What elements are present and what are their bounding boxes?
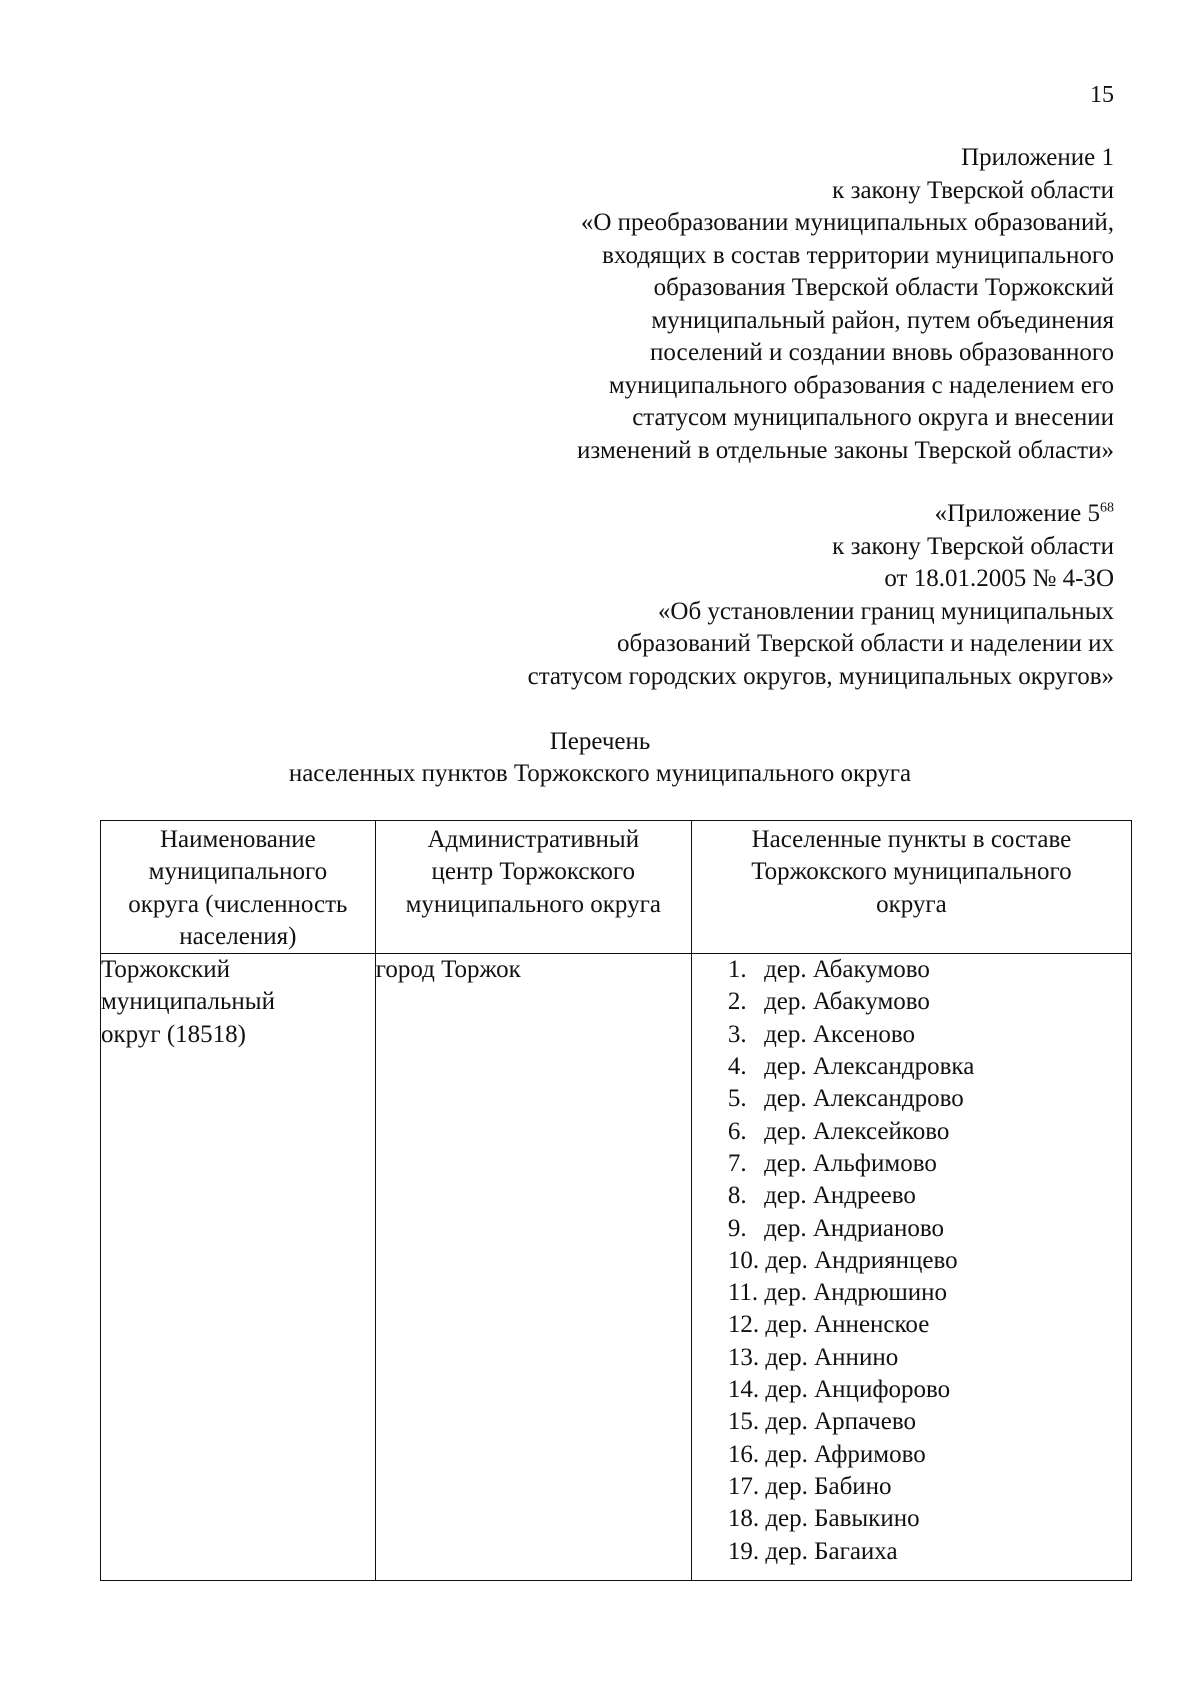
header-admin-center [375,821,691,954]
settlement-number: 7. [727,1149,747,1177]
settlements-table [100,820,1132,1581]
settlement-name: дер. Абакумово [764,988,930,1016]
settlement-number: 8. [727,1182,747,1210]
appendix-5-superscript: 68 [1100,500,1114,516]
appendix-1-line: к закону Тверской области [832,176,1114,204]
table-header-row [101,821,1132,954]
settlement-number: 5. [727,1085,747,1113]
district-name-line: округ (18518) [101,1020,246,1048]
admin-center-value: город Торжок [375,956,521,984]
list-item [728,954,1131,986]
settlement-name: дер. Анненское [765,1311,930,1339]
settlement-name: дер. Абакумово [764,956,930,984]
header-line: центр Торжокского [431,858,636,886]
list-item [728,1116,1131,1148]
list-item [728,986,1131,1018]
header-line: муниципального [148,858,328,886]
settlement-name: дер. Андрианово [764,1214,945,1242]
admin-center-cell [375,954,691,1581]
settlement-name: дер. Багаиха [765,1537,898,1565]
appendix-5-line: «Об установлении границ муниципальных [657,597,1114,625]
page-number: 15 [1090,82,1114,108]
appendix-5-line: статусом городских округов, муниципальных округов» [527,662,1114,690]
settlement-name: дер. Арпачево [765,1408,916,1436]
settlements-cell [691,954,1131,1581]
settlement-number: 12. [727,1311,760,1339]
appendix-1-line: муниципального образования с наделением его [608,371,1114,399]
header-line: округа [876,890,947,918]
appendix-1-line: образования Тверской области Торжокский [653,274,1114,301]
settlement-name: дер. Афримово [765,1440,926,1468]
list-item [728,1180,1131,1212]
list-item [728,1309,1131,1341]
list-item [728,1213,1131,1245]
settlement-name: дер. Андриянцево [765,1246,958,1274]
settlement-number: 14. [727,1376,760,1404]
header-line: муниципального округа [405,890,661,918]
settlement-number: 11. [727,1279,759,1307]
list-item [728,1148,1131,1180]
header-line: округа (численность [128,890,348,918]
list-item [728,1083,1131,1115]
settlement-number: 16. [727,1440,760,1468]
appendix-5-heading [528,498,1114,693]
list-item [728,1439,1131,1471]
appendix-1-line: Приложение 1 [961,144,1114,171]
settlement-name: дер. Аннино [765,1343,899,1371]
appendix-1-line: поселений и создании вновь образованного [650,339,1114,366]
appendix-5-line: к закону Тверской области [832,532,1114,560]
appendix-1-line: входящих в состав территории муниципального [602,241,1114,269]
settlement-number: 19. [727,1537,760,1565]
list-item [728,1019,1131,1051]
settlement-number: 9. [727,1214,747,1242]
settlement-number: 4. [727,1053,747,1081]
settlements-list [692,954,1131,1568]
list-title-line-2: населенных пунктов Торжокского муниципального округа [288,760,912,787]
list-item [728,1406,1131,1438]
header-line: Наименование [160,826,316,853]
settlement-number: 1. [727,956,747,984]
settlement-name: дер. Бабино [765,1472,892,1500]
appendix-1-line: «О преобразовании муниципальных образований, [580,209,1114,236]
district-name-line: муниципальный [101,988,275,1016]
list-item [728,1503,1131,1535]
appendix-1-line: изменений в отдельные законы Тверской области» [577,436,1114,464]
header-line: Торжокского муниципального [751,858,1072,886]
settlement-name: дер. Бавыкино [765,1505,920,1533]
appendix-5-line: от 18.01.2005 № 4-ЗО [884,565,1114,592]
appendix-1-line: статусом муниципального округа и внесении [632,404,1114,431]
settlement-number: 2. [727,988,747,1016]
settlement-name: дер. Андрюшино [764,1279,948,1307]
header-line: Административный [427,826,640,853]
settlement-number: 17. [727,1472,760,1500]
district-name-line: Торжокский [101,956,231,984]
settlement-name: дер. Андреево [764,1182,916,1210]
list-title [0,726,1200,790]
settlement-name: дер. Альфимово [764,1149,937,1177]
list-item [728,1536,1131,1568]
appendix-5-title-line [528,498,1114,531]
list-item [728,1342,1131,1374]
settlement-name: дер. Александровка [764,1053,975,1081]
appendix-5-line: образований Тверской области и наделении их [617,630,1114,657]
settlement-number: 13. [727,1343,760,1371]
list-item [728,1277,1131,1309]
list-title-line-1: Перечень [549,728,651,755]
list-item [728,1374,1131,1406]
settlement-number: 3. [727,1020,747,1048]
settlement-name: дер. Анцифорово [765,1376,951,1404]
table-row [101,954,1132,1581]
header-settlements [691,821,1131,954]
header-line: населения) [179,922,297,950]
header-line: Населенные пункты в составе [751,826,1072,853]
list-item [728,1471,1131,1503]
appendix-5-title: «Приложение 5 [934,500,1100,527]
settlement-name: дер. Алексейково [764,1117,950,1145]
appendix-1-heading [577,142,1114,467]
appendix-1-line: муниципальный район, путем объединения [651,306,1114,334]
settlement-name: дер. Аксеново [764,1020,915,1048]
header-district-name [101,821,376,954]
settlement-number: 18. [727,1505,760,1533]
settlement-number: 6. [727,1117,747,1145]
settlement-name: дер. Александрово [764,1085,964,1113]
list-item [728,1051,1131,1083]
list-item [728,1245,1131,1277]
settlement-number: 15. [727,1408,760,1436]
district-name-cell [101,954,376,1581]
settlement-number: 10. [727,1246,760,1274]
